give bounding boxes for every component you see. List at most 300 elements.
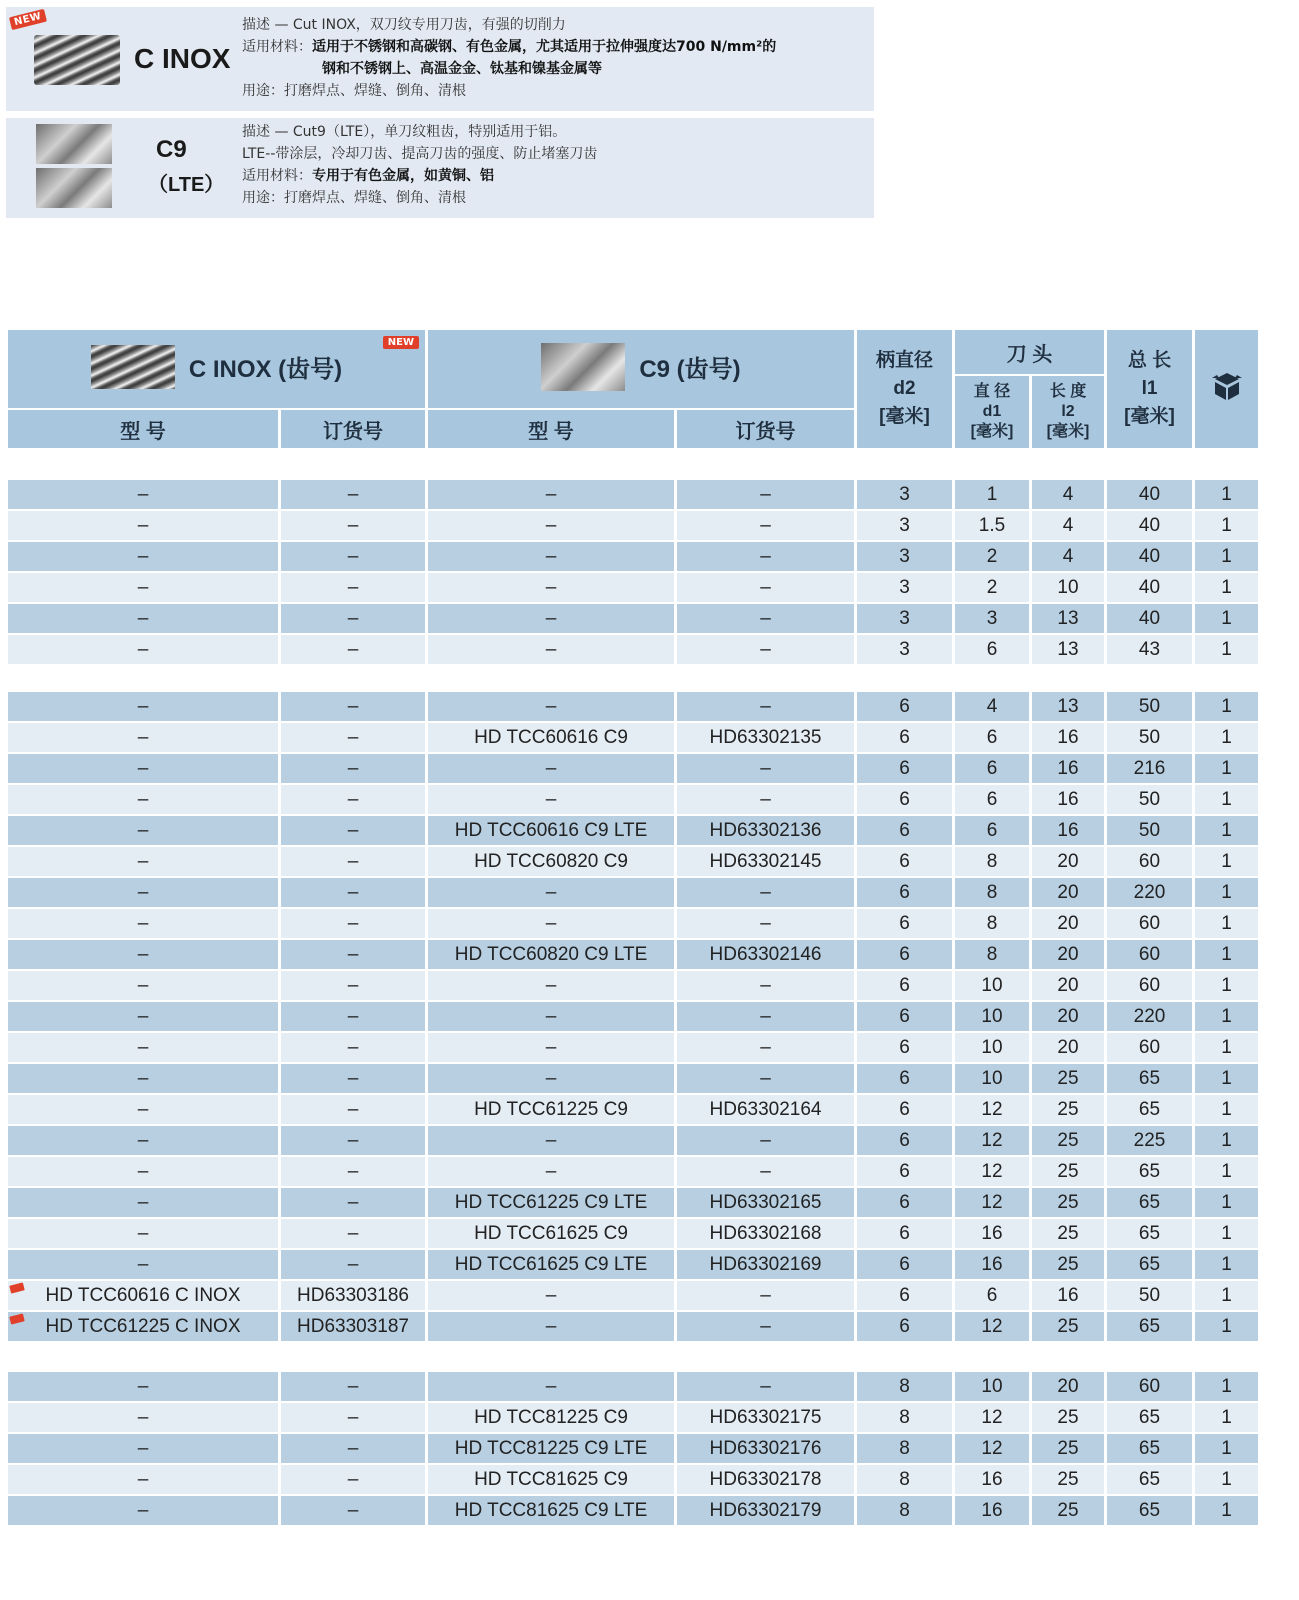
cell-l1: 60 (1107, 847, 1192, 876)
cell-pack: 1 (1195, 816, 1258, 845)
cell-d2: 6 (857, 971, 952, 1000)
cell-c9-model: – (428, 1033, 674, 1062)
cell-pack: 1 (1195, 1312, 1258, 1341)
cell-d2: 8 (857, 1403, 952, 1432)
cell-d2: 6 (857, 1126, 952, 1155)
cell-c9-model: HD TCC81625 C9 (428, 1465, 674, 1494)
table-row (8, 1002, 1258, 1031)
cell-c9-order: – (677, 1281, 854, 1310)
c9-lte-line: LTE--带涂层，冷却刀齿、提高刀齿的强度、防止堵塞刀齿 (242, 146, 598, 162)
cell-l2: 20 (1032, 1002, 1104, 1031)
cell-c9-order: – (677, 542, 854, 571)
cell-pack: 1 (1195, 1064, 1258, 1093)
cell-c9-model: – (428, 754, 674, 783)
table-row (8, 573, 1258, 602)
total-symbol: l1 (1141, 378, 1158, 399)
cinox-info-card (6, 7, 874, 111)
cell-l1: 40 (1107, 480, 1192, 509)
cinox-material-line (242, 36, 776, 58)
cell-c9-order: – (677, 754, 854, 783)
cell-d1: 10 (955, 971, 1029, 1000)
cell-d2: 3 (857, 480, 952, 509)
c9-order-header: 订货号 (677, 410, 854, 448)
c9-brand-header (428, 330, 854, 408)
cell-d1: 8 (955, 909, 1029, 938)
cell-d1: 6 (955, 754, 1029, 783)
cell-d2: 6 (857, 1064, 952, 1093)
cell-c9-model: – (428, 909, 674, 938)
cell-c9-model: HD TCC60616 C9 LTE (428, 816, 674, 845)
cell-c9-order: – (677, 635, 854, 664)
cell-l1: 65 (1107, 1157, 1192, 1186)
cell-d2: 8 (857, 1372, 952, 1401)
cell-inox-model: – (8, 754, 278, 783)
cell-pack: 1 (1195, 1095, 1258, 1124)
cell-l2: 16 (1032, 816, 1104, 845)
cinox-cutter-image (34, 35, 120, 85)
cell-inox-order: – (281, 909, 425, 938)
cell-c9-model: – (428, 1064, 674, 1093)
table-row (8, 1403, 1258, 1432)
total-unit: [毫米] (1124, 406, 1175, 427)
cell-d2: 6 (857, 1312, 952, 1341)
cell-c9-model: – (428, 878, 674, 907)
cell-inox-model: – (8, 878, 278, 907)
cell-pack: 1 (1195, 847, 1258, 876)
cell-d2: 6 (857, 816, 952, 845)
cell-c9-model: HD TCC81225 C9 LTE (428, 1434, 674, 1463)
table-row (8, 1188, 1258, 1217)
cell-pack: 1 (1195, 971, 1258, 1000)
cell-d1: 3 (955, 604, 1029, 633)
cell-pack: 1 (1195, 723, 1258, 752)
len-unit: [毫米] (1046, 423, 1090, 440)
cell-inox-order: – (281, 573, 425, 602)
cell-l1: 65 (1107, 1434, 1192, 1463)
cell-c9-model: HD TCC61225 C9 LTE (428, 1188, 674, 1217)
cell-c9-model: HD TCC81625 C9 LTE (428, 1496, 674, 1525)
shank-unit: [毫米] (879, 406, 930, 427)
material-label: 适用材料： (242, 39, 312, 55)
cell-inox-model: – (8, 604, 278, 633)
cell-d2: 6 (857, 1188, 952, 1217)
cell-pack: 1 (1195, 573, 1258, 602)
cell-l1: 50 (1107, 816, 1192, 845)
cell-c9-order: – (677, 573, 854, 602)
material-text: 适用于不锈钢和高碳钢、有色金属，尤其适用于拉伸强度达700 N/mm²的 (312, 39, 777, 55)
table-row (8, 1157, 1258, 1186)
cell-inox-model: – (8, 785, 278, 814)
cell-l2: 10 (1032, 573, 1104, 602)
cell-d2: 6 (857, 1219, 952, 1248)
table-row (8, 604, 1258, 633)
cell-inox-model: – (8, 1496, 278, 1525)
cell-d1: 8 (955, 847, 1029, 876)
cell-c9-model: – (428, 1157, 674, 1186)
c9-description (242, 121, 597, 209)
cell-inox-model: – (8, 480, 278, 509)
cell-d1: 16 (955, 1465, 1029, 1494)
c9-material-line (242, 165, 597, 187)
table-row (8, 847, 1258, 876)
cell-l1: 65 (1107, 1465, 1192, 1494)
cell-d1: 1.5 (955, 511, 1029, 540)
cell-inox-model: – (8, 1250, 278, 1279)
shank-symbol: d2 (893, 378, 916, 399)
cell-inox-order: HD63303187 (281, 1312, 425, 1341)
cell-d2: 8 (857, 1496, 952, 1525)
cell-l2: 25 (1032, 1403, 1104, 1432)
cell-c9-order: – (677, 785, 854, 814)
cell-l1: 50 (1107, 692, 1192, 721)
cell-d2: 6 (857, 1157, 952, 1186)
cell-l1: 65 (1107, 1219, 1192, 1248)
cell-pack: 1 (1195, 604, 1258, 633)
c9-model-header: 型 号 (428, 410, 674, 448)
cell-l1: 60 (1107, 909, 1192, 938)
cell-l2: 25 (1032, 1312, 1104, 1341)
cell-l1: 65 (1107, 1496, 1192, 1525)
cell-inox-order: – (281, 754, 425, 783)
cell-d2: 3 (857, 573, 952, 602)
cell-d2: 8 (857, 1465, 952, 1494)
c9-brand-label: C9 (齿号) (639, 356, 741, 383)
material-label: 适用材料： (242, 168, 312, 184)
cell-d1: 10 (955, 1002, 1029, 1031)
cell-d2: 6 (857, 692, 952, 721)
cell-c9-order: HD63302146 (677, 940, 854, 969)
new-tag-icon (9, 1282, 25, 1293)
cell-l2: 20 (1032, 1033, 1104, 1062)
cell-l1: 40 (1107, 511, 1192, 540)
table-row (8, 940, 1258, 969)
cell-l2: 13 (1032, 604, 1104, 633)
cell-c9-model: – (428, 785, 674, 814)
c9-cutter-image-top (36, 124, 112, 164)
cell-c9-order: – (677, 1312, 854, 1341)
cell-d1: 8 (955, 878, 1029, 907)
cell-pack: 1 (1195, 635, 1258, 664)
cell-pack: 1 (1195, 1496, 1258, 1525)
c9-desc-line: 描述 — Cut9（LTE），单刀纹粗齿，特别适用于铝。 (242, 124, 567, 140)
cell-c9-model: – (428, 1372, 674, 1401)
cell-d1: 4 (955, 692, 1029, 721)
cell-pack: 1 (1195, 1372, 1258, 1401)
cell-inox-order: – (281, 1403, 425, 1432)
cell-l2: 16 (1032, 754, 1104, 783)
cell-pack: 1 (1195, 1188, 1258, 1217)
cell-l1: 40 (1107, 604, 1192, 633)
cell-d1: 12 (955, 1126, 1029, 1155)
cell-l2: 20 (1032, 909, 1104, 938)
pack-quantity-header (1195, 330, 1258, 448)
cell-d1: 16 (955, 1219, 1029, 1248)
cell-d2: 6 (857, 847, 952, 876)
cell-inox-model: – (8, 511, 278, 540)
cinox-material-line-cont (242, 58, 776, 80)
cell-inox-order: – (281, 511, 425, 540)
new-badge: NEW (9, 9, 47, 30)
cell-c9-order: – (677, 971, 854, 1000)
cell-l2: 16 (1032, 785, 1104, 814)
cell-l1: 65 (1107, 1064, 1192, 1093)
cinox-brand-label: C INOX (齿号) (188, 356, 343, 383)
cell-l1: 40 (1107, 542, 1192, 571)
new-tag-icon (9, 1313, 25, 1324)
cell-inox-order: – (281, 1434, 425, 1463)
cell-d1: 6 (955, 816, 1029, 845)
cell-inox-model: – (8, 1372, 278, 1401)
dia-symbol: d1 (982, 403, 1002, 420)
cell-c9-model: – (428, 604, 674, 633)
table-row (8, 1095, 1258, 1124)
table-row (8, 1372, 1258, 1401)
cell-l2: 25 (1032, 1434, 1104, 1463)
cell-d2: 6 (857, 1033, 952, 1062)
cell-l1: 65 (1107, 1095, 1192, 1124)
cell-d2: 6 (857, 909, 952, 938)
cell-d2: 3 (857, 511, 952, 540)
cell-c9-model: – (428, 692, 674, 721)
cell-inox-model: – (8, 1403, 278, 1432)
cell-c9-order: HD63302145 (677, 847, 854, 876)
cell-d1: 12 (955, 1157, 1029, 1186)
cell-c9-model: – (428, 1312, 674, 1341)
table-row (8, 1219, 1258, 1248)
cell-c9-order: HD63302175 (677, 1403, 854, 1432)
cell-inox-model: – (8, 1219, 278, 1248)
cell-d2: 3 (857, 542, 952, 571)
cell-c9-model: – (428, 573, 674, 602)
group-spacer-cell (8, 450, 1258, 478)
cell-l1: 216 (1107, 754, 1192, 783)
cell-c9-model: – (428, 971, 674, 1000)
dia-label: 直 径 (973, 383, 1011, 400)
c9-cutter-image-bottom (36, 168, 112, 208)
cell-d1: 6 (955, 1281, 1029, 1310)
cell-c9-order: – (677, 1033, 854, 1062)
cell-inox-order: – (281, 480, 425, 509)
head-diameter-header (955, 376, 1029, 448)
cell-l1: 50 (1107, 723, 1192, 752)
table-row (8, 635, 1258, 664)
cell-pack: 1 (1195, 1157, 1258, 1186)
c9-info-card (6, 118, 874, 218)
cell-l2: 4 (1032, 511, 1104, 540)
cell-pack: 1 (1195, 1033, 1258, 1062)
cell-d2: 6 (857, 785, 952, 814)
dia-unit: [毫米] (970, 423, 1014, 440)
table-row (8, 971, 1258, 1000)
cell-c9-model: HD TCC60820 C9 (428, 847, 674, 876)
cell-c9-order: HD63302136 (677, 816, 854, 845)
cell-l1: 60 (1107, 1033, 1192, 1062)
cell-d1: 6 (955, 785, 1029, 814)
cell-pack: 1 (1195, 1219, 1258, 1248)
cell-c9-order: – (677, 480, 854, 509)
cell-d1: 10 (955, 1064, 1029, 1093)
cell-d1: 12 (955, 1403, 1029, 1432)
cutter-head-header: 刀 头 (955, 330, 1104, 374)
cell-inox-order: – (281, 1126, 425, 1155)
cell-c9-model: – (428, 1126, 674, 1155)
cell-c9-model: HD TCC81225 C9 (428, 1403, 674, 1432)
cell-pack: 1 (1195, 692, 1258, 721)
cell-c9-order: – (677, 1002, 854, 1031)
cell-l1: 60 (1107, 940, 1192, 969)
cell-l1: 60 (1107, 971, 1192, 1000)
cinox-description (242, 14, 776, 102)
cell-l2: 25 (1032, 1157, 1104, 1186)
cell-c9-order: HD63302178 (677, 1465, 854, 1494)
cell-c9-order: HD63302135 (677, 723, 854, 752)
cell-l2: 4 (1032, 542, 1104, 571)
cell-l2: 20 (1032, 847, 1104, 876)
table-row (8, 1496, 1258, 1525)
cell-inox-order: – (281, 785, 425, 814)
cell-inox-model: – (8, 1157, 278, 1186)
cell-l2: 20 (1032, 940, 1104, 969)
cell-c9-order: – (677, 1126, 854, 1155)
c9-cutter-image (541, 343, 625, 391)
cell-l1: 60 (1107, 1372, 1192, 1401)
cell-l2: 25 (1032, 1496, 1104, 1525)
table-row (8, 1064, 1258, 1093)
cell-inox-order: – (281, 1095, 425, 1124)
cell-inox-order: – (281, 816, 425, 845)
group-spacer-cell (8, 1343, 1258, 1370)
cinox-model-header: 型 号 (8, 410, 278, 448)
cell-inox-model: – (8, 971, 278, 1000)
table-row (8, 692, 1258, 721)
cell-l1: 65 (1107, 1403, 1192, 1432)
cell-d1: 12 (955, 1188, 1029, 1217)
len-symbol: l2 (1061, 403, 1075, 420)
cell-l1: 40 (1107, 573, 1192, 602)
cell-inox-order: – (281, 1465, 425, 1494)
cell-d1: 2 (955, 542, 1029, 571)
cell-l1: 220 (1107, 878, 1192, 907)
cell-inox-model: – (8, 635, 278, 664)
cell-c9-model: HD TCC61225 C9 (428, 1095, 674, 1124)
shank-diameter-header (857, 330, 952, 448)
cinox-desc-line: 描述 — Cut INOX，双刀纹专用刀齿，有强的切削力 (242, 17, 566, 33)
cell-pack: 1 (1195, 940, 1258, 969)
table-row (8, 723, 1258, 752)
table-row (8, 754, 1258, 783)
cell-l2: 25 (1032, 1064, 1104, 1093)
cell-inox-order: HD63303186 (281, 1281, 425, 1310)
shank-label: 柄直径 (875, 350, 933, 371)
cell-l2: 25 (1032, 1219, 1104, 1248)
cell-c9-order: HD63302164 (677, 1095, 854, 1124)
total-label: 总 长 (1127, 350, 1172, 371)
cell-inox-order: – (281, 692, 425, 721)
cell-inox-model: – (8, 847, 278, 876)
cell-l2: 25 (1032, 1250, 1104, 1279)
cell-d1: 12 (955, 1095, 1029, 1124)
table-row (8, 1312, 1258, 1341)
inox-model-text: HD TCC61225 C INOX (45, 1315, 241, 1337)
material-text-cont: 钢和不锈钢上、高温金金、钛基和镍基金属等 (322, 61, 602, 77)
box-icon (1210, 378, 1244, 409)
cell-pack: 1 (1195, 511, 1258, 540)
cell-inox-model: – (8, 1434, 278, 1463)
cell-inox-model: – (8, 542, 278, 571)
group-spacer (8, 450, 1258, 478)
cell-l2: 25 (1032, 1126, 1104, 1155)
table-row (8, 1126, 1258, 1155)
cell-l1: 65 (1107, 1188, 1192, 1217)
cell-pack: 1 (1195, 754, 1258, 783)
cell-inox-model: – (8, 1033, 278, 1062)
cell-inox-order: – (281, 1250, 425, 1279)
cell-inox-order: – (281, 1188, 425, 1217)
cell-c9-order: – (677, 878, 854, 907)
cell-inox-model: – (8, 1188, 278, 1217)
cell-l2: 20 (1032, 971, 1104, 1000)
cell-pack: 1 (1195, 1281, 1258, 1310)
cinox-order-header: 订货号 (281, 410, 425, 448)
cell-c9-model: HD TCC61625 C9 (428, 1219, 674, 1248)
head-length-header (1032, 376, 1104, 448)
cell-pack: 1 (1195, 878, 1258, 907)
cell-c9-order: – (677, 1064, 854, 1093)
cell-l1: 65 (1107, 1250, 1192, 1279)
cell-d2: 6 (857, 1281, 952, 1310)
cell-d2: 6 (857, 1002, 952, 1031)
cell-pack: 1 (1195, 1250, 1258, 1279)
cell-d1: 16 (955, 1496, 1029, 1525)
cell-pack: 1 (1195, 542, 1258, 571)
cell-c9-order: – (677, 692, 854, 721)
cell-pack: 1 (1195, 909, 1258, 938)
cell-c9-model: – (428, 480, 674, 509)
table-row (8, 878, 1258, 907)
cell-d1: 8 (955, 940, 1029, 969)
cell-d2: 3 (857, 604, 952, 633)
material-text: 专用于有色金属，如黄铜、铝 (312, 168, 494, 184)
cell-c9-order: HD63302176 (677, 1434, 854, 1463)
cell-inox-model: – (8, 909, 278, 938)
cell-c9-order: – (677, 1157, 854, 1186)
cell-inox-model: – (8, 940, 278, 969)
cell-inox-model: – (8, 692, 278, 721)
cell-inox-order: – (281, 723, 425, 752)
table-row (8, 816, 1258, 845)
cell-c9-model: – (428, 542, 674, 571)
cell-pack: 1 (1195, 1002, 1258, 1031)
cell-l1: 50 (1107, 1281, 1192, 1310)
new-badge: NEW (383, 336, 419, 349)
table-row (8, 480, 1258, 509)
cell-d2: 6 (857, 1250, 952, 1279)
cell-inox-order: – (281, 1002, 425, 1031)
cell-l1: 220 (1107, 1002, 1192, 1031)
cell-inox-model: – (8, 1465, 278, 1494)
cell-c9-model: HD TCC60820 C9 LTE (428, 940, 674, 969)
cell-d2: 6 (857, 723, 952, 752)
cell-d1: 12 (955, 1434, 1029, 1463)
cell-inox-model: – (8, 816, 278, 845)
cell-d1: 1 (955, 480, 1029, 509)
total-length-header (1107, 330, 1192, 448)
cell-inox-order: – (281, 878, 425, 907)
cell-inox-model: – (8, 573, 278, 602)
c9-subtitle: （LTE） (148, 174, 225, 196)
cell-inox-order: – (281, 1064, 425, 1093)
cell-d2: 6 (857, 1095, 952, 1124)
